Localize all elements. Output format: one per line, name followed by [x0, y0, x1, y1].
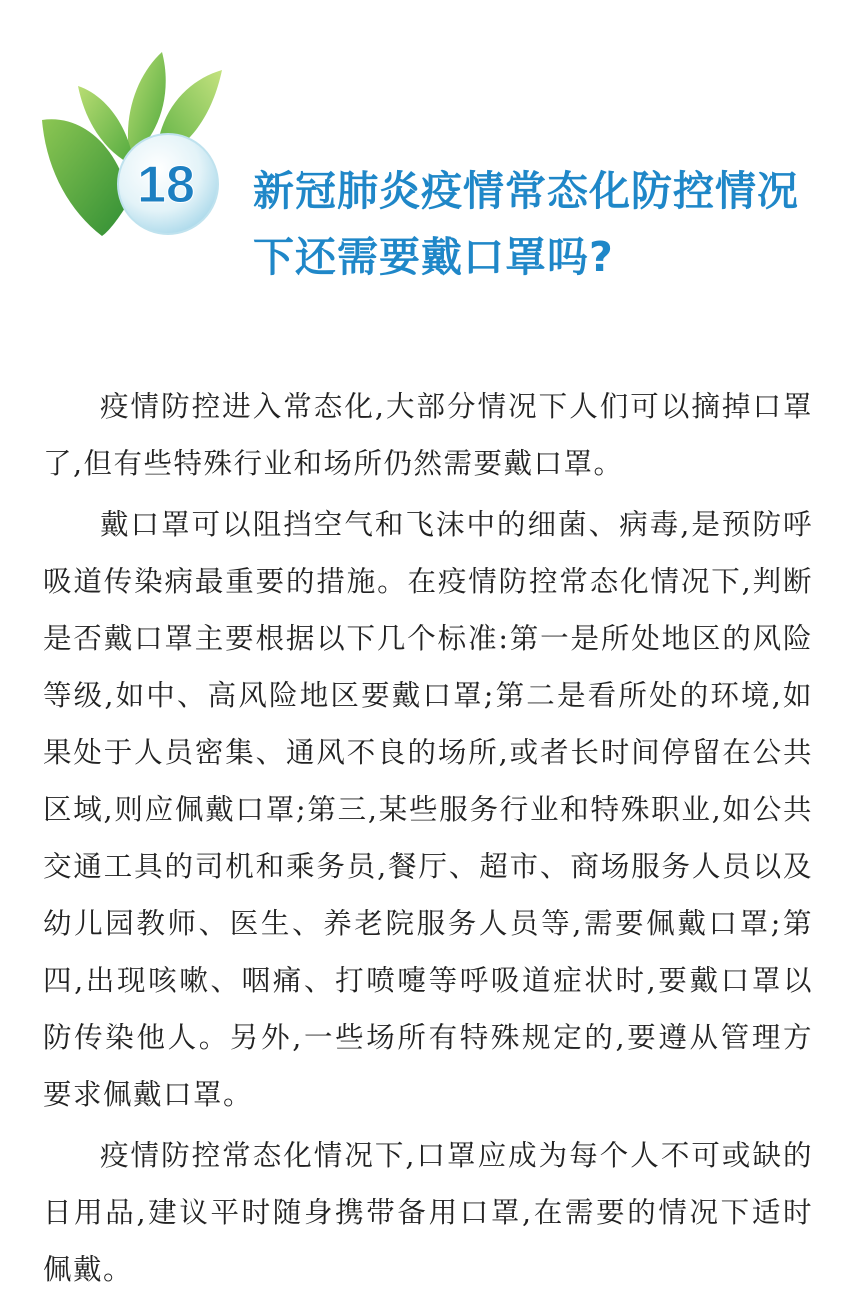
- article-body: [43, 378, 813, 1298]
- paragraph-1: 疫情防控进入常态化,大部分情况下人们可以摘掉口罩了,但有些特殊行业和场所仍然需要戴口罩。: [43, 390, 813, 480]
- paragraph-2: 戴口罩可以阻挡空气和飞沫中的细菌、病毒,是预防呼吸道传染病最重要的措施。在疫情防控常态化情况下,判断是否戴口罩主要根据以下几个标准:第一是所处地区的风险等级,如中、高风险地区要戴口罩;第二是看所处的环境,如果处于人员密集、通风不良的场所,或者长时间停留在公共区域,则应佩戴口罩;第三,某些服务行业和特殊职业,如公共交通工具的司机和乘务员,餐厅、超市、商场服务人员以及幼儿园教师、医生、养老院服务人员等,需要佩戴口罩;第四,出现咳嗽、咽痛、打喷嚏等呼吸道症状时,要戴口罩以防传染他人。另外,一些场所有特殊规定的,要遵从管理方要求佩戴口罩。: [43, 508, 813, 1111]
- leaf-icon: [38, 50, 228, 250]
- paragraph-3: 疫情防控常态化情况下,口罩应成为每个人不可或缺的日用品,建议平时随身携带备用口罩,在需要的情况下适时佩戴。: [43, 1139, 813, 1286]
- page-title: 新冠肺炎疫情常态化防控情况下还需要戴口罩吗?: [253, 167, 799, 281]
- badge-number: 18: [137, 156, 195, 214]
- leaf-number-badge: [38, 50, 228, 250]
